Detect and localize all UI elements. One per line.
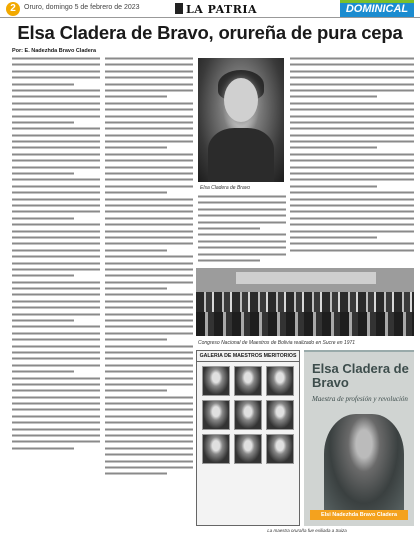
article-column-4 bbox=[290, 56, 414, 274]
gallery-portrait bbox=[266, 400, 294, 430]
gallery-caption: La maestra oruraña fue exiliada a Suiza bbox=[267, 528, 347, 533]
gallery-portrait bbox=[234, 400, 262, 430]
book-title: Elsa Cladera de Bravo bbox=[312, 361, 409, 390]
book-subtitle: Maestra de profesión y revolución bbox=[312, 395, 408, 403]
gallery-grid bbox=[197, 362, 299, 468]
byline: Por: E. Nadezhda Bravo Cladera bbox=[12, 48, 97, 54]
dateline: Oruro, domingo 5 de febrero de 2023 bbox=[24, 4, 140, 11]
gallery-portrait bbox=[234, 434, 262, 464]
headline: Elsa Cladera de Bravo, orureña de pura cepa bbox=[17, 22, 403, 43]
page-number: 2 bbox=[6, 2, 20, 16]
emblem-icon bbox=[175, 3, 183, 14]
article-column-2 bbox=[105, 56, 193, 532]
book-cover-figure bbox=[324, 414, 404, 514]
newspaper-name: LA PATRIA bbox=[186, 3, 258, 16]
portrait-caption: Elsa Cladera de Bravo bbox=[200, 185, 251, 191]
congress-caption: Congreso Nacional de Maestros de Bolivia realizado en Sucre en 1971 bbox=[198, 340, 356, 346]
congress-photo bbox=[196, 268, 414, 336]
portrait-photo bbox=[198, 58, 284, 182]
article-column-1 bbox=[12, 56, 100, 532]
gallery-portrait bbox=[266, 434, 294, 464]
gallery-portrait bbox=[234, 366, 262, 396]
gallery-portrait bbox=[202, 434, 230, 464]
book-cover bbox=[304, 350, 414, 526]
gallery-portrait bbox=[202, 366, 230, 396]
gallery-title: GALERIA DE MAESTROS MERITORIOS bbox=[197, 351, 299, 362]
gallery-portrait bbox=[202, 400, 230, 430]
section-badge: DOMINICAL bbox=[340, 1, 414, 17]
gallery-panel bbox=[196, 350, 300, 526]
newspaper-logo bbox=[175, 3, 257, 16]
article-column-3 bbox=[198, 194, 286, 266]
gallery-portrait bbox=[266, 366, 294, 396]
page-header bbox=[0, 0, 420, 18]
book-author: Elsi Nadezhda Bravo Cladera bbox=[310, 510, 408, 520]
